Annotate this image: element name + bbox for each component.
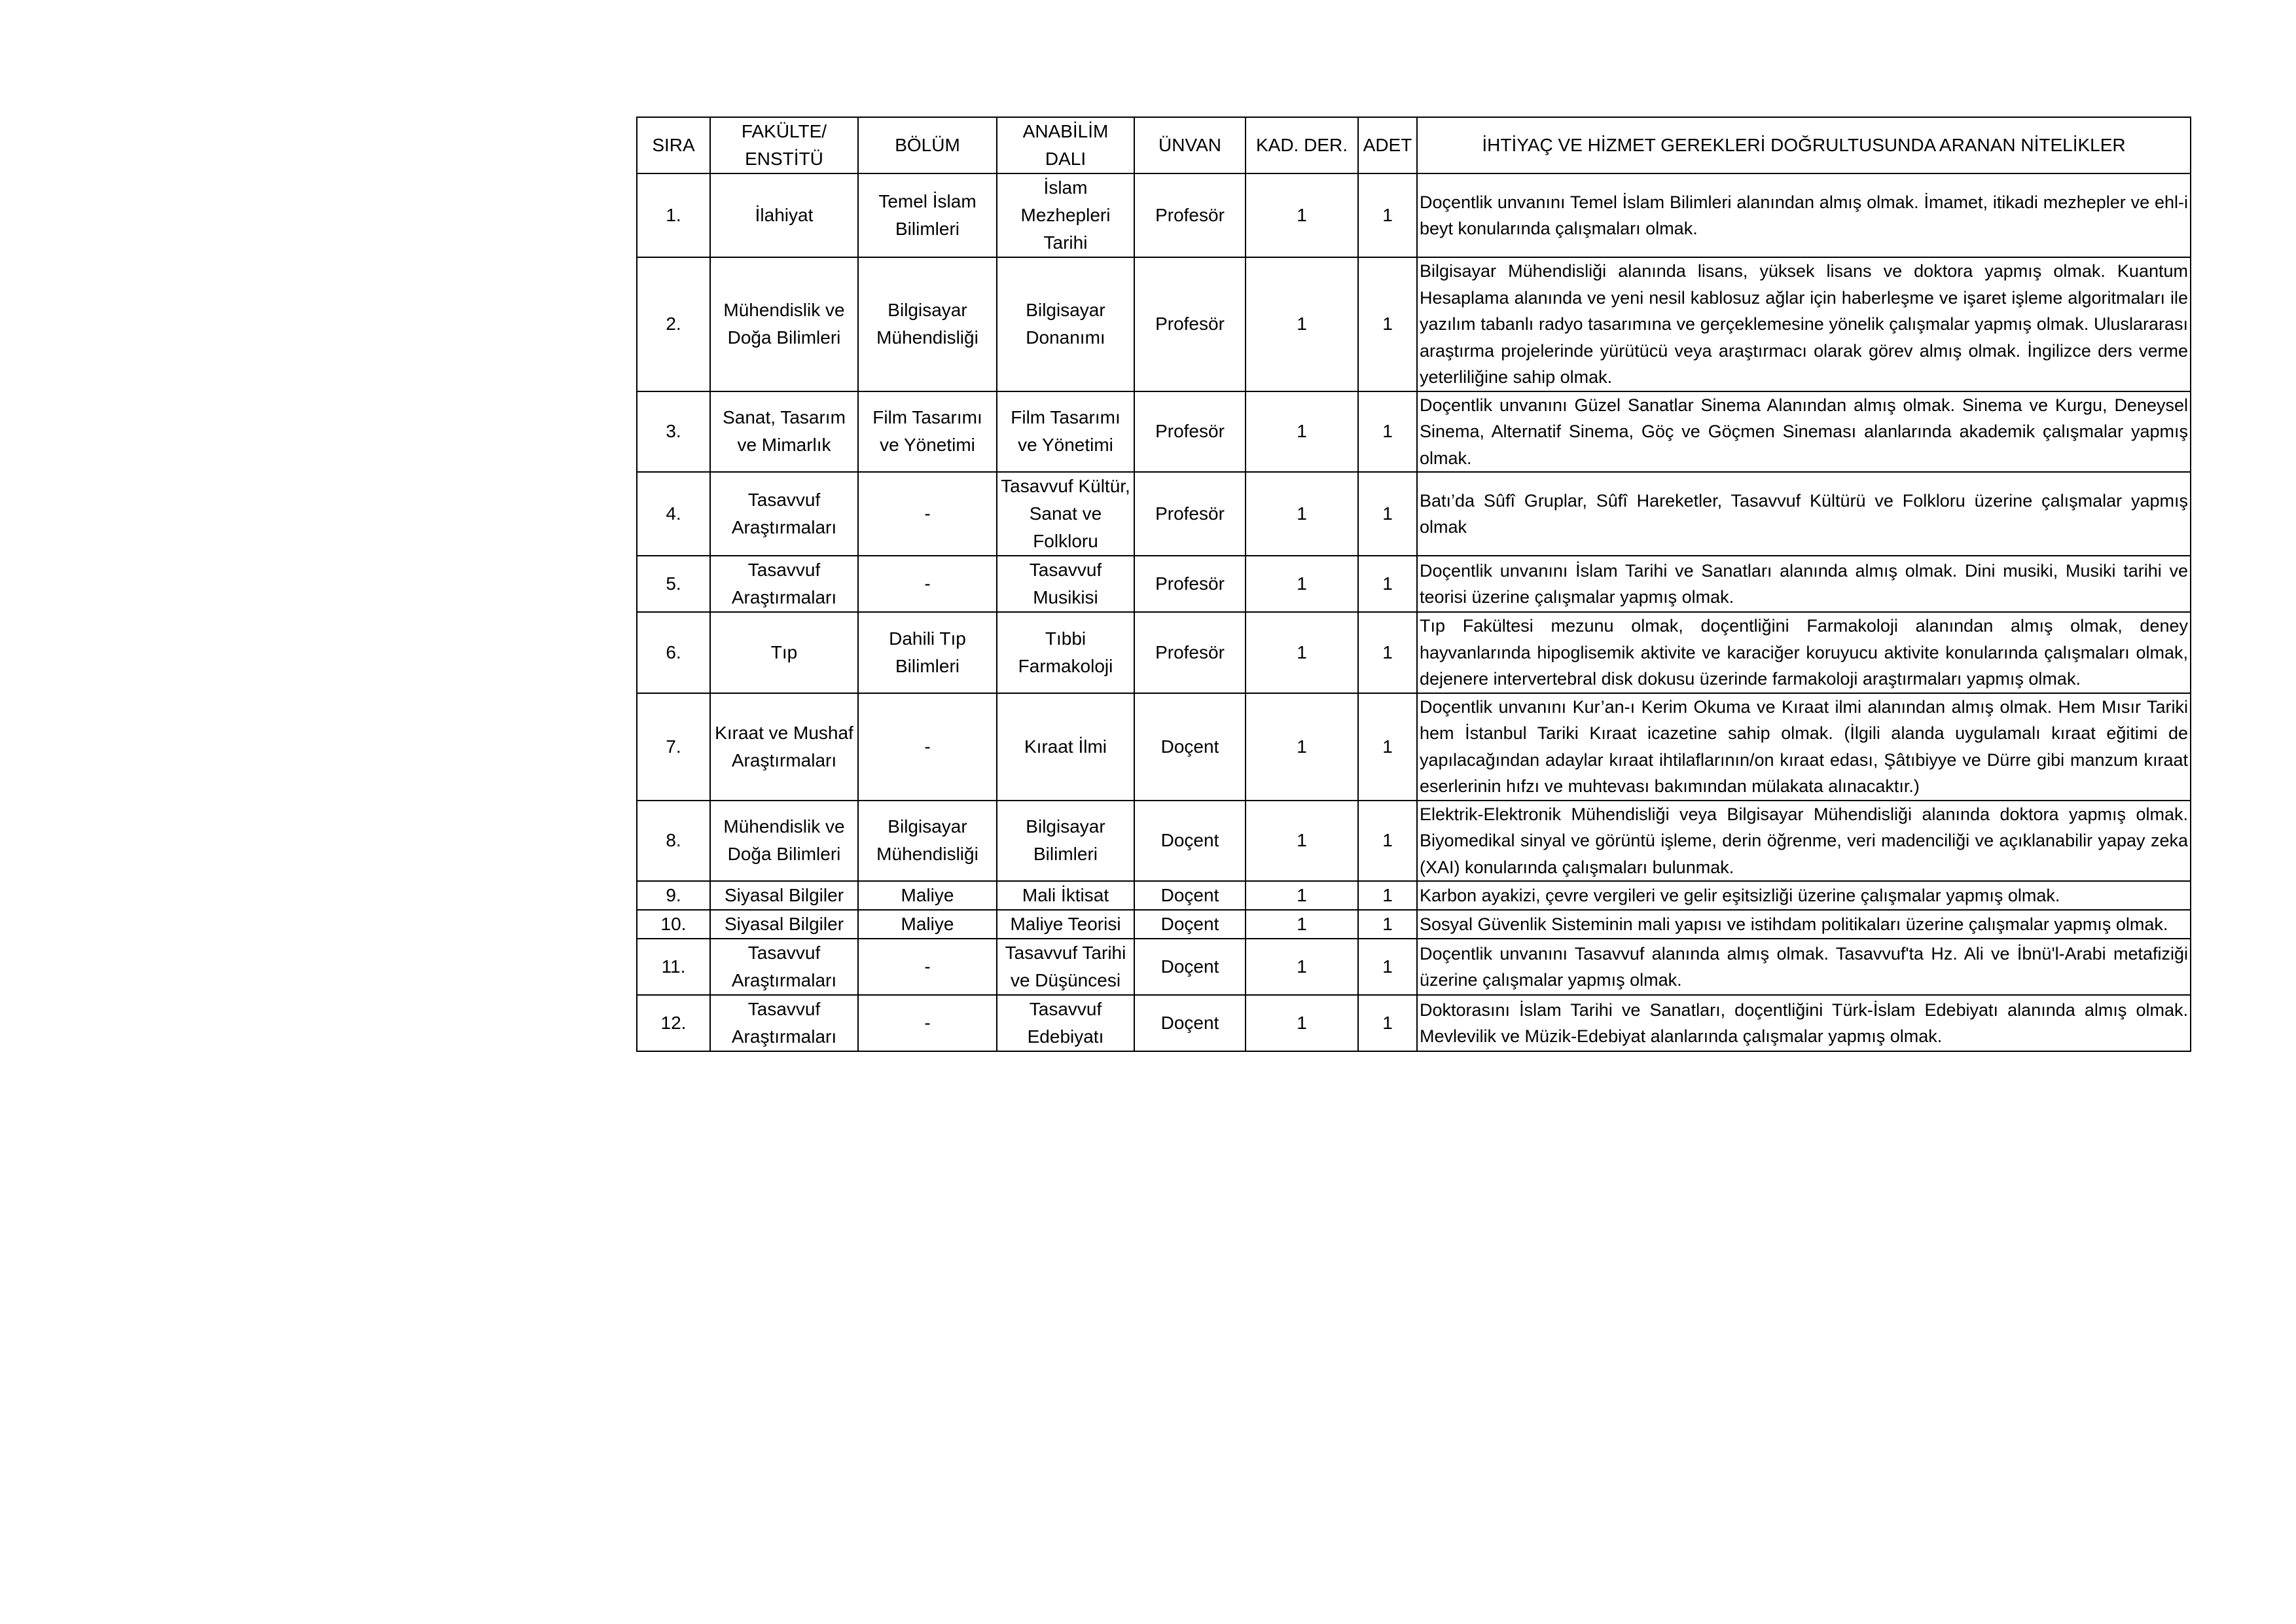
- cell-bolum: Bilgisayar Mühendisliği: [858, 801, 997, 882]
- cell-anabilim-dali: Tasavvuf Edebiyatı: [997, 995, 1134, 1051]
- table-row: [637, 173, 2191, 257]
- header-bolum: BÖLÜM: [858, 117, 997, 173]
- table-row: [637, 556, 2191, 612]
- cell-anabilim-dali: Kıraat İlmi: [997, 693, 1134, 801]
- cell-kad-der: 1: [1246, 881, 1358, 910]
- cell-nitelikler: Doçentlik unvanını Güzel Sanatlar Sinema Alanından almış olmak. Sinema ve Kurgu, Deneysel Sinema, Alternatif Sinema, Göç ve Göçmen Sineması alanlarında akademik çalışmalar yapmış olmak.: [1417, 391, 2191, 473]
- cell-unvan: Doçent: [1134, 939, 1246, 995]
- cell-fakulte: Tasavvuf Araştırmaları: [710, 939, 858, 995]
- table-row: [637, 612, 2191, 693]
- cell-unvan: Doçent: [1134, 910, 1246, 939]
- cell-kad-der: 1: [1246, 391, 1358, 473]
- cell-sira: 10.: [637, 910, 710, 939]
- cell-sira: 12.: [637, 995, 710, 1051]
- cell-bolum: -: [858, 693, 997, 801]
- cell-bolum: Bilgisayar Mühendisliği: [858, 257, 997, 391]
- table-row: [637, 472, 2191, 556]
- cell-fakulte: Sanat, Tasarım ve Mimarlık: [710, 391, 858, 473]
- cell-nitelikler: Doktorasını İslam Tarihi ve Sanatları, doçentliğini Türk-İslam Edebiyatı alanında almış olmak. Mevlevilik ve Müzik-Edebiyat alanlarında çalışmalar yapmış olmak.: [1417, 995, 2191, 1051]
- cell-anabilim-dali: Bilgisayar Donanımı: [997, 257, 1134, 391]
- cell-kad-der: 1: [1246, 693, 1358, 801]
- cell-fakulte: Siyasal Bilgiler: [710, 910, 858, 939]
- table-row: [637, 801, 2191, 882]
- cell-fakulte: Kıraat ve Mushaf Araştırmaları: [710, 693, 858, 801]
- cell-bolum: -: [858, 939, 997, 995]
- table-row: [637, 995, 2191, 1051]
- cell-kad-der: 1: [1246, 910, 1358, 939]
- table-body: [637, 173, 2191, 1051]
- cell-unvan: Doçent: [1134, 693, 1246, 801]
- cell-nitelikler: Doçentlik unvanını Tasavvuf alanında almış olmak. Tasavvuf'ta Hz. Ali ve İbnü'l-Arabi metafiziği üzerine çalışmalar yapmış olmak.: [1417, 939, 2191, 995]
- cell-bolum: Dahili Tıp Bilimleri: [858, 612, 997, 693]
- cell-bolum: Film Tasarımı ve Yönetimi: [858, 391, 997, 473]
- header-unvan: ÜNVAN: [1134, 117, 1246, 173]
- cell-unvan: Doçent: [1134, 801, 1246, 882]
- cell-unvan: Doçent: [1134, 881, 1246, 910]
- cell-fakulte: Tasavvuf Araştırmaları: [710, 556, 858, 612]
- cell-adet: 1: [1358, 391, 1417, 473]
- cell-nitelikler: Doçentlik unvanını İslam Tarihi ve Sanatları alanında almış olmak. Dini musiki, Musiki tarihi ve teorisi üzerine çalışmalar yapmış olmak.: [1417, 556, 2191, 612]
- cell-nitelikler: Tıp Fakültesi mezunu olmak, doçentliğini Farmakoloji alanından almış olmak, deney hayvanlarında hipoglisemik aktivite ve karaciğer koruyucu aktivite konularında çalışmaları olmak, dejenere intervertebral disk dokusu üzerinde farmakoloji araştırmaları yapmış olmak.: [1417, 612, 2191, 693]
- table-row: [637, 881, 2191, 910]
- cell-fakulte: Tasavvuf Araştırmaları: [710, 995, 858, 1051]
- cell-adet: 1: [1358, 881, 1417, 910]
- cell-kad-der: 1: [1246, 801, 1358, 882]
- header-row: [637, 117, 2191, 173]
- cell-nitelikler: Doçentlik unvanını Temel İslam Bilimleri alanından almış olmak. İmamet, itikadi mezhepler ve ehl-i beyt konularında çalışmaları olmak.: [1417, 173, 2191, 257]
- cell-sira: 5.: [637, 556, 710, 612]
- table-row: [637, 391, 2191, 473]
- staff-positions-table: [636, 117, 2191, 1052]
- cell-fakulte: Mühendislik ve Doğa Bilimleri: [710, 801, 858, 882]
- cell-kad-der: 1: [1246, 612, 1358, 693]
- cell-adet: 1: [1358, 612, 1417, 693]
- cell-anabilim-dali: Tasavvuf Kültür, Sanat ve Folkloru: [997, 472, 1134, 556]
- cell-kad-der: 1: [1246, 939, 1358, 995]
- cell-nitelikler: Bilgisayar Mühendisliği alanında lisans, yüksek lisans ve doktora yapmış olmak. Kuantum Hesaplama alanında ve yeni nesil kablosuz ağlar için haberleşme ve işaret işleme algoritmaları ile yazılım tabanlı radyo tasarımına ve gerçeklemesine yönelik çalışmalar yapmış olmak. Uluslararası araştırma projelerinde yürütücü veya araştırmacı olarak görev almış olmak. İngilizce ders verme yeterliliğine sahip olmak.: [1417, 257, 2191, 391]
- cell-adet: 1: [1358, 472, 1417, 556]
- cell-unvan: Profesör: [1134, 556, 1246, 612]
- cell-unvan: Profesör: [1134, 612, 1246, 693]
- cell-sira: 3.: [637, 391, 710, 473]
- cell-adet: 1: [1358, 801, 1417, 882]
- cell-sira: 1.: [637, 173, 710, 257]
- cell-adet: 1: [1358, 257, 1417, 391]
- cell-nitelikler: Karbon ayakizi, çevre vergileri ve gelir eşitsizliği üzerine çalışmalar yapmış olmak.: [1417, 881, 2191, 910]
- cell-sira: 11.: [637, 939, 710, 995]
- cell-adet: 1: [1358, 939, 1417, 995]
- cell-adet: 1: [1358, 693, 1417, 801]
- cell-unvan: Profesör: [1134, 391, 1246, 473]
- header-kad-der: KAD. DER.: [1246, 117, 1358, 173]
- cell-fakulte: Tıp: [710, 612, 858, 693]
- cell-kad-der: 1: [1246, 995, 1358, 1051]
- cell-adet: 1: [1358, 556, 1417, 612]
- table-row: [637, 257, 2191, 391]
- cell-anabilim-dali: Maliye Teorisi: [997, 910, 1134, 939]
- cell-sira: 9.: [637, 881, 710, 910]
- cell-bolum: Maliye: [858, 910, 997, 939]
- table-row: [637, 910, 2191, 939]
- header-sira: SIRA: [637, 117, 710, 173]
- cell-unvan: Doçent: [1134, 995, 1246, 1051]
- cell-sira: 8.: [637, 801, 710, 882]
- cell-nitelikler: Doçentlik unvanını Kur’an-ı Kerim Okuma ve Kıraat ilmi alanından almış olmak. Hem Mısır Tariki hem İstanbul Tariki Kıraat icazetine sahip olmak. (İlgili alanda uygulamalı kıraat eğitimi de yapılacağından adaylar kıraat ihtilaflarının/on kıraat edası, Şâtıbiyye ve Dürre gibi manzum kıraat eserlerinin hıfzı ve muhtevası bakımından mülakata alınacaktır.): [1417, 693, 2191, 801]
- header-adet: ADET: [1358, 117, 1417, 173]
- cell-unvan: Profesör: [1134, 173, 1246, 257]
- cell-anabilim-dali: Bilgisayar Bilimleri: [997, 801, 1134, 882]
- cell-anabilim-dali: Tıbbi Farmakoloji: [997, 612, 1134, 693]
- cell-adet: 1: [1358, 995, 1417, 1051]
- cell-nitelikler: Sosyal Güvenlik Sisteminin mali yapısı ve istihdam politikaları üzerine çalışmalar yapmış olmak.: [1417, 910, 2191, 939]
- cell-nitelikler: Batı’da Sûfî Gruplar, Sûfî Hareketler, Tasavvuf Kültürü ve Folkloru üzerine çalışmalar yapmış olmak: [1417, 472, 2191, 556]
- cell-fakulte: Siyasal Bilgiler: [710, 881, 858, 910]
- cell-kad-der: 1: [1246, 257, 1358, 391]
- cell-sira: 7.: [637, 693, 710, 801]
- cell-kad-der: 1: [1246, 556, 1358, 612]
- cell-fakulte: Mühendislik ve Doğa Bilimleri: [710, 257, 858, 391]
- cell-unvan: Profesör: [1134, 472, 1246, 556]
- cell-unvan: Profesör: [1134, 257, 1246, 391]
- cell-sira: 4.: [637, 472, 710, 556]
- cell-bolum: Maliye: [858, 881, 997, 910]
- cell-adet: 1: [1358, 173, 1417, 257]
- cell-sira: 6.: [637, 612, 710, 693]
- cell-bolum: Temel İslam Bilimleri: [858, 173, 997, 257]
- table-header: [637, 117, 2191, 173]
- cell-bolum: -: [858, 472, 997, 556]
- header-anabilim-dali: ANABİLİM DALI: [997, 117, 1134, 173]
- cell-kad-der: 1: [1246, 472, 1358, 556]
- cell-adet: 1: [1358, 910, 1417, 939]
- cell-bolum: -: [858, 556, 997, 612]
- table-row: [637, 939, 2191, 995]
- header-nitelikler: İHTİYAÇ VE HİZMET GEREKLERİ DOĞRULTUSUNDA ARANAN NİTELİKLER: [1417, 117, 2191, 173]
- cell-anabilim-dali: İslam Mezhepleri Tarihi: [997, 173, 1134, 257]
- cell-fakulte: Tasavvuf Araştırmaları: [710, 472, 858, 556]
- cell-bolum: -: [858, 995, 997, 1051]
- header-fakulte: FAKÜLTE/ ENSTİTÜ: [710, 117, 858, 173]
- table-row: [637, 693, 2191, 801]
- cell-anabilim-dali: Tasavvuf Musikisi: [997, 556, 1134, 612]
- cell-fakulte: İlahiyat: [710, 173, 858, 257]
- cell-anabilim-dali: Mali İktisat: [997, 881, 1134, 910]
- cell-anabilim-dali: Film Tasarımı ve Yönetimi: [997, 391, 1134, 473]
- cell-kad-der: 1: [1246, 173, 1358, 257]
- cell-sira: 2.: [637, 257, 710, 391]
- cell-nitelikler: Elektrik-Elektronik Mühendisliği veya Bilgisayar Mühendisliği alanında doktora yapmış olmak. Biyomedikal sinyal ve görüntü işleme, derin öğrenme, veri madenciliği ve açıklanabilir yapay zeka (XAI) konularında çalışmaları bulunmak.: [1417, 801, 2191, 882]
- cell-anabilim-dali: Tasavvuf Tarihi ve Düşüncesi: [997, 939, 1134, 995]
